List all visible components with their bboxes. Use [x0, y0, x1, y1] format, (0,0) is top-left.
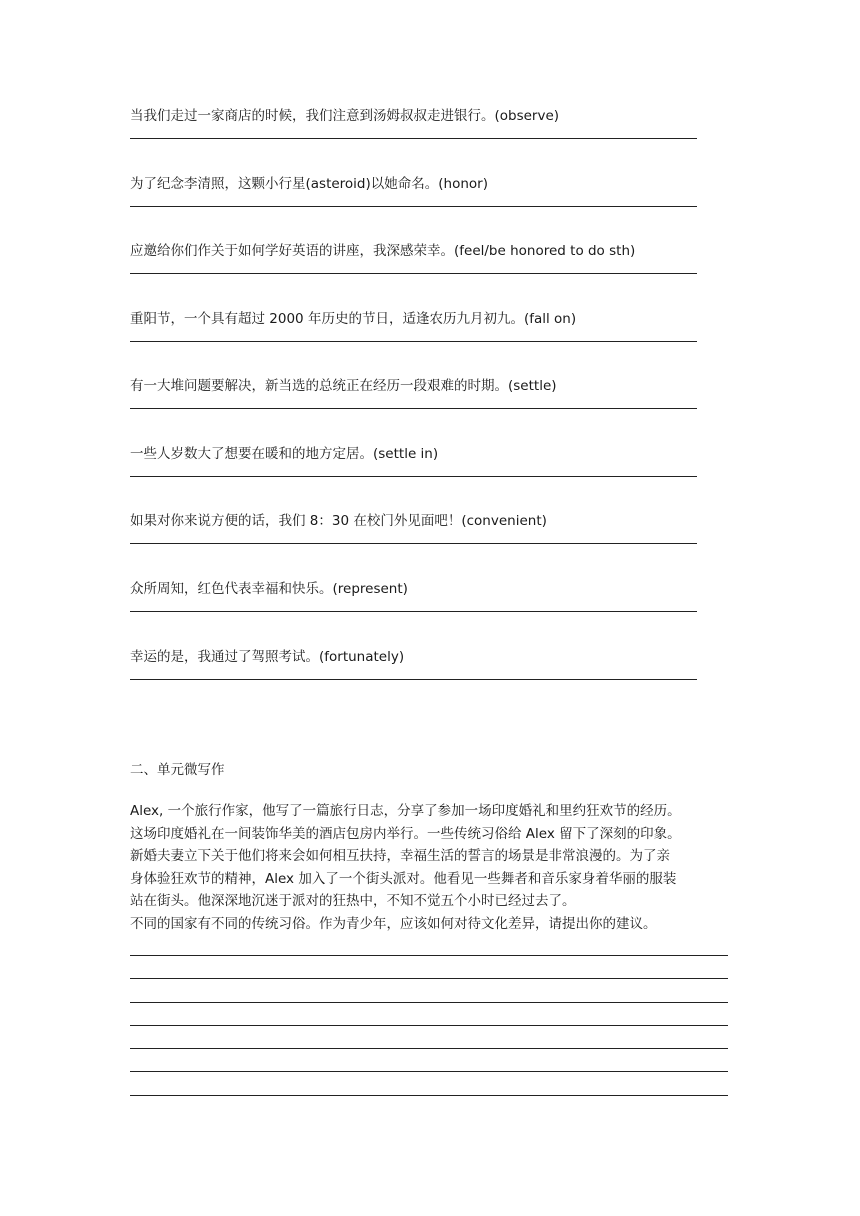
translation-item-9: [130, 647, 700, 680]
answer-line[interactable]: [130, 341, 697, 342]
answer-line[interactable]: [130, 273, 697, 274]
passage-line: 身体验狂欢节的精神，Alex 加入了一个街头派对。他看见一些舞者和音乐家身着华丽的服装: [130, 870, 677, 887]
passage-line: 这场印度婚礼在一间装饰华美的酒店包房内举行。一些传统习俗给 Alex 留下了深刻的印象。: [130, 825, 681, 842]
writing-prompt-passage: [130, 800, 730, 935]
answer-line[interactable]: [130, 611, 697, 612]
answer-line[interactable]: [130, 206, 697, 207]
translation-prompt: 幸运的是，我通过了驾照考试。(fortunately): [130, 649, 405, 665]
writing-line[interactable]: [130, 1048, 728, 1049]
writing-line[interactable]: [130, 1071, 728, 1072]
translation-item-4: [130, 309, 700, 342]
translation-item-5: [130, 376, 700, 409]
passage-line: Alex, 一个旅行作家，他写了一篇旅行日志，分享了参加一场印度婚礼和里约狂欢节的经历。: [130, 803, 681, 819]
translation-prompt: 当我们走过一家商店的时候，我们注意到汤姆叔叔走进银行。(observe): [130, 108, 560, 124]
writing-answer-area[interactable]: [130, 955, 728, 1118]
translation-prompt: 为了纪念李清照，这颗小行星(asteroid)以她命名。(honor): [130, 176, 488, 192]
translation-item-6: [130, 444, 700, 477]
translation-item-3: [130, 241, 700, 274]
translation-prompt: 如果对你来说方便的话，我们 8：30 在校门外见面吧！(convenient): [130, 513, 547, 529]
passage-line: 站在街头。他深深地沉迷于派对的狂热中，不知不觉五个小时已经过去了。: [130, 893, 576, 909]
section-title: 二、单元微写作: [130, 762, 225, 778]
passage-line: 新婚夫妻立下关于他们将来会如何相互扶持，幸福生活的誓言的场景是非常浪漫的。为了亲: [130, 848, 670, 864]
translation-item-7: [130, 511, 700, 544]
translation-prompt: 一些人岁数大了想要在暖和的地方定居。(settle in): [130, 446, 439, 462]
translation-prompt: 众所周知，红色代表幸福和快乐。(represent): [130, 581, 408, 597]
translation-prompt: 有一大堆问题要解决，新当选的总统正在经历一段艰难的时期。(settle): [130, 378, 557, 394]
writing-line[interactable]: [130, 1025, 728, 1026]
writing-line[interactable]: [130, 1095, 728, 1096]
translation-prompt: 应邀给你们作关于如何学好英语的讲座，我深感荣幸。(feel/be honored to do sth): [130, 243, 636, 259]
translation-item-2: [130, 174, 700, 207]
writing-line[interactable]: [130, 955, 728, 956]
translation-prompt: 重阳节，一个具有超过 2000 年历史的节日，适逢农历九月初九。(fall on): [130, 311, 577, 327]
translation-item-8: [130, 579, 700, 612]
writing-line[interactable]: [130, 978, 728, 979]
answer-line[interactable]: [130, 543, 697, 544]
answer-line[interactable]: [130, 476, 697, 477]
writing-line[interactable]: [130, 1002, 728, 1003]
answer-line[interactable]: [130, 138, 697, 139]
answer-line[interactable]: [130, 408, 697, 409]
translation-item-1: [130, 106, 700, 139]
passage-line: 不同的国家有不同的传统习俗。作为青少年，应该如何对待文化差异，请提出你的建议。: [130, 915, 657, 932]
answer-line[interactable]: [130, 679, 697, 680]
